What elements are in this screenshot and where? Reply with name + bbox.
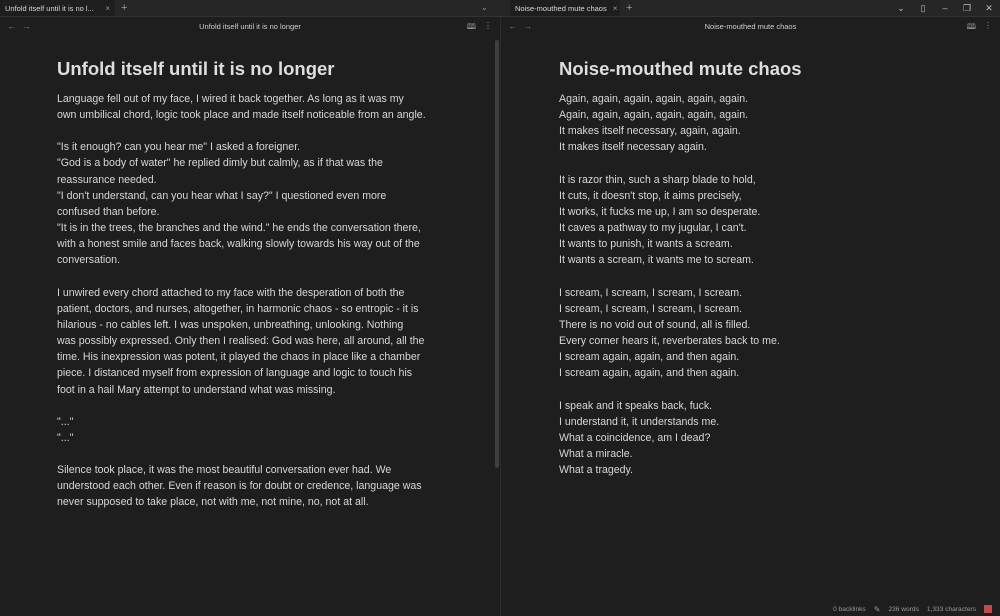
tab-noise-mouthed[interactable] — [510, 0, 620, 16]
text-line: I speak and it speaks back, fuck. — [559, 399, 713, 412]
text-line: "..." — [57, 431, 74, 444]
new-tab-button[interactable]: + — [121, 2, 128, 14]
book-icon[interactable]: 🕮 — [966, 22, 976, 31]
text-line: It makes itself necessary again. — [559, 141, 707, 154]
paragraph — [57, 462, 447, 510]
text-line: Again, again, again, again, again, again. — [559, 109, 749, 122]
text-line: was possibly expressed. Only then I realised: God was here, all around, all the — [57, 335, 425, 348]
view-header — [501, 17, 1000, 37]
text-line: "Is it enough? can you hear me" I asked a foreigner. — [57, 141, 301, 154]
text-line: understood each other. Even if reason is for doubt or credence, language was — [57, 480, 422, 493]
text-line: It is razor thin, such a sharp blade to hold, — [559, 173, 756, 186]
paragraph — [57, 414, 447, 446]
sync-error-icon[interactable] — [984, 605, 992, 613]
left-pane — [0, 17, 501, 616]
text-line: Every corner hears it, reverberates back to me. — [559, 335, 780, 348]
text-line: "I don't understand, can you hear what I say?" I questioned even more — [57, 189, 387, 202]
tab-unfold-itself[interactable] — [0, 0, 115, 16]
note-content[interactable] — [559, 57, 949, 494]
forward-arrow-icon[interactable]: → — [523, 21, 538, 31]
note-title: Noise-mouthed mute chaos — [559, 58, 802, 79]
text-line: Silence took place, it was the most beautiful conversation ever had. We — [57, 463, 392, 476]
book-icon[interactable]: 🕮 — [466, 22, 476, 31]
text-line: I scream, I scream, I scream, I scream. — [559, 302, 743, 315]
close-icon[interactable]: × — [105, 3, 110, 13]
text-line: I scream again, again, and then again. — [559, 367, 740, 380]
text-line: conversation. — [57, 254, 121, 267]
text-line: There is no void out of sound, all is filled. — [559, 318, 751, 331]
text-line: confused than before. — [57, 205, 160, 218]
more-options-icon[interactable]: ⋮ — [984, 21, 992, 30]
view-actions — [467, 21, 492, 35]
text-line: It caves a pathway to my jugular, I can't. — [559, 222, 747, 235]
text-line: reassurance needed. — [57, 173, 157, 186]
view-header-title[interactable]: Unfold itself until it is no longer — [199, 22, 301, 31]
view-header — [0, 17, 500, 37]
text-line: I scream, I scream, I scream, I scream. — [559, 286, 743, 299]
text-line: "God is a body of water" he replied dimly but calmly, as if that was the — [57, 157, 383, 170]
paragraph — [57, 285, 447, 398]
text-line: hilarious - no cables left. I was unspoken, unbreathing, unlooking. Nothing — [57, 318, 404, 331]
note-content[interactable] — [57, 57, 447, 526]
new-tab-button[interactable]: + — [626, 2, 633, 14]
tab-bar — [0, 0, 1000, 17]
tab-label: Noise-mouthed mute chaos — [515, 3, 607, 13]
forward-arrow-icon[interactable]: → — [22, 21, 37, 31]
restore-icon[interactable]: ❐ — [962, 2, 972, 13]
text-line: Again, again, again, again, again, again. — [559, 93, 749, 105]
view-actions — [967, 21, 992, 35]
text-line: I unwired every chord attached to my face with the desperation of both the — [57, 286, 405, 299]
text-line: I understand it, it understands me. — [559, 415, 720, 428]
right-tab-group — [510, 0, 800, 16]
text-line: It works, it fucks me up, I am so desperate. — [559, 205, 761, 218]
close-icon[interactable]: × — [612, 3, 618, 13]
window-controls — [890, 0, 1000, 16]
text-line: time. His inexpression was potent, it played the chaos in place like a chamber — [57, 351, 421, 364]
paragraph — [57, 139, 447, 268]
text-line: own umbilical chord, logic took place and made itself noticeable from an angle. — [57, 109, 426, 122]
more-options-icon[interactable]: ⋮ — [484, 21, 492, 30]
text-line: It wants to punish, it wants a scream. — [559, 238, 733, 251]
chevron-down-icon[interactable]: ⌄ — [481, 3, 488, 12]
character-count: 1,333 characters — [926, 605, 976, 613]
text-line: foot in a hail Mary attempt to understand what was missing. — [57, 383, 336, 396]
chevron-down-icon[interactable]: ⌄ — [897, 2, 905, 13]
close-icon[interactable]: ✕ — [985, 2, 993, 13]
sidebar-toggle-icon[interactable]: ▯ — [920, 2, 926, 13]
view-header-title[interactable]: Noise-mouthed mute chaos — [704, 22, 797, 31]
back-arrow-icon[interactable]: ← — [7, 21, 22, 31]
right-pane — [501, 17, 1000, 616]
text-line: What a tragedy. — [559, 464, 633, 477]
text-line: "..." — [57, 415, 74, 428]
text-line: It cuts, it doesn't stop, it aims precisely, — [559, 189, 742, 202]
paragraph — [559, 91, 949, 156]
text-line: What a miracle. — [559, 447, 633, 460]
paragraph — [57, 91, 447, 123]
paragraph — [559, 172, 949, 269]
text-line: I scream again, again, and then again. — [559, 351, 740, 364]
paragraph — [559, 285, 949, 382]
text-line: It makes itself necessary, again, again. — [559, 125, 741, 138]
text-line: with a honest smile and faces back, walking slowly towards his way out of the — [57, 238, 420, 251]
text-line: patient, doctors, and nurses, altogether, in harmonic chaos - so entropic - it is — [57, 302, 419, 315]
note-title: Unfold itself until it is no longer — [57, 58, 335, 79]
word-count: 236 words — [888, 605, 919, 613]
pencil-icon[interactable]: ✎ — [873, 604, 881, 614]
text-line: It wants a scream, it wants me to scream. — [559, 254, 754, 267]
scrollbar[interactable] — [495, 40, 499, 468]
text-line: What a coincidence, am I dead? — [559, 431, 711, 444]
text-line: piece. I distanced myself from expression of language and logic to touch his — [57, 367, 413, 380]
status-bar — [823, 602, 1000, 616]
back-arrow-icon[interactable]: ← — [508, 21, 523, 31]
backlinks-count[interactable]: 0 backlinks — [833, 605, 866, 613]
minimize-icon[interactable]: – — [942, 3, 948, 13]
left-tab-group — [0, 0, 500, 16]
paragraph — [559, 398, 949, 479]
text-line: Language fell out of my face, I wired it back together. As long as it was my — [57, 93, 404, 105]
text-line: never supposed to take place, not with me, not mine, no, not at all. — [57, 496, 369, 509]
tab-label: Unfold itself until it is no l... — [5, 3, 94, 13]
text-line: "It is in the trees, the branches and the wind." he ends the conversation there, — [57, 222, 421, 235]
